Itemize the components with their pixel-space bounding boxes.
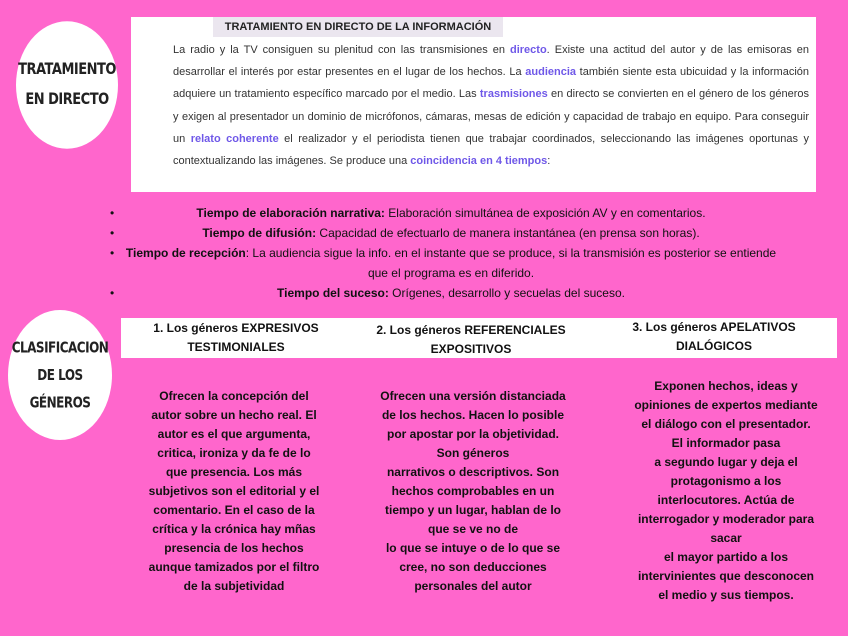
bullet-term: Tiempo de difusión:: [202, 226, 317, 240]
genre-description-expresivos: Ofrecen la concepción del autor sobre un hecho real. El autor es el que argumenta, critica, ironiza y da fe de lo que presencia. Los más subjetivos son el editorial y el comentario. En el caso de la crítica y la crónica hay mñas presencia de los hechos aunque tamizados por el filtro de la subjetividad: [148, 389, 320, 593]
genre-description-apelativos: Exponen hechos, ideas y opiniones de expertos mediante el diálogo con el presentador. El informador pasa a segundo lugar y deja el protagonismo a los interlocutores. Actúa de interrogador y moderador para sacar el mayor partido a los intervinientes que desconocen el medio y sus tiempos.: [634, 379, 818, 602]
bullet-text: Capacidad de efectuarlo de manera instantánea (en prensa son horas).: [316, 226, 700, 240]
keyword-directo: directo: [509, 44, 547, 56]
genre-description-referenciales: Ofrecen una versión distanciada de los hechos. Hacen lo posible por apostar por la objetividad. Son géneros narrativos o descriptivos. Son hechos comprobables en un tiempo y un lugar, hablan de lo que se ve no de lo que se intuye o de lo que se cree, no son deducciones personales del autor: [380, 389, 566, 593]
circle-tratamiento-en-directo: [16, 21, 118, 149]
keyword-audiencia: audiencia: [525, 66, 577, 79]
keyword-coincidencia: coincidencia en 4 tiempos: [410, 155, 548, 168]
bullet-term: Tiempo del suceso:: [277, 286, 389, 300]
circle-label-genres: CLASIFICACION DE LOS GÉNEROS: [11, 338, 109, 412]
excerpt-text: La radio y la TV consiguen su plenitud con las transmisiones en: [173, 44, 510, 56]
bullet-term: Tiempo de elaboración narrativa:: [196, 206, 385, 220]
bullet-text: : La audiencia sigue la info. en el instante que se produce, si la transmisión es posterior se entiende que el programa es en diferido.: [245, 246, 777, 280]
time-bullet-list: [110, 203, 778, 303]
bullet-icon: •: [110, 286, 115, 300]
document-excerpt: [131, 17, 816, 192]
genre-header-referenciales: 2. Los géneros REFERENCIALES EXPOSITIVOS: [376, 323, 566, 356]
keyword-trasmisiones: trasmisiones: [479, 88, 548, 101]
genre-header-expresivos: 1. Los géneros EXPRESIVOS TESTIMONIALES: [153, 321, 319, 354]
bullet-icon: •: [110, 226, 115, 240]
list-item: [110, 203, 778, 223]
excerpt-text: . Existe una actitud del autor y de las emisoras en desarrollar el interés por estar presentes en el lugar de los hechos. La: [173, 44, 809, 79]
bullet-icon: •: [110, 246, 115, 260]
excerpt-title: TRATAMIENTO EN DIRECTO DE LA INFORMACIÓN: [213, 17, 503, 37]
bullet-icon: •: [110, 206, 115, 220]
excerpt-text: en directo se convierten en el género de los géneros y exigen al presentador un dominio de micrófonos, cámaras, mesas de edición y capacidad de trabajo en equipo. Para conseguir un: [173, 88, 810, 145]
bullet-term: Tiempo de recepción: [125, 246, 246, 260]
genres-header-row: [121, 318, 837, 358]
excerpt-text: :: [547, 155, 551, 168]
excerpt-text: también siente esta ubicuidad y la información adquiere un tratamiento específico marcado por el medio. Las: [173, 66, 810, 101]
genre-header-apelativos: 3. Los géneros APELATIVOS DIALÓGICOS: [632, 320, 796, 353]
circle-label-direct: TRATAMIENTO EN DIRECTO: [18, 60, 116, 109]
circle-clasificacion-generos: [8, 310, 112, 440]
excerpt-text: el realizador y el periodista tienen que trabajar coordinados, seleccionando las imágenes oportunas y contextualizando las imágenes. Se produce una: [173, 132, 809, 168]
list-item: [110, 283, 778, 303]
keyword-relato-coherente: relato coherente: [190, 132, 279, 145]
excerpt-body: [173, 39, 809, 172]
bullet-text: Elaboración simultánea de exposición AV y en comentarios.: [384, 206, 706, 220]
list-item: [110, 223, 778, 243]
bullet-text: Orígenes, desarrollo y secuelas del suceso.: [388, 286, 625, 300]
list-item: [110, 243, 778, 283]
